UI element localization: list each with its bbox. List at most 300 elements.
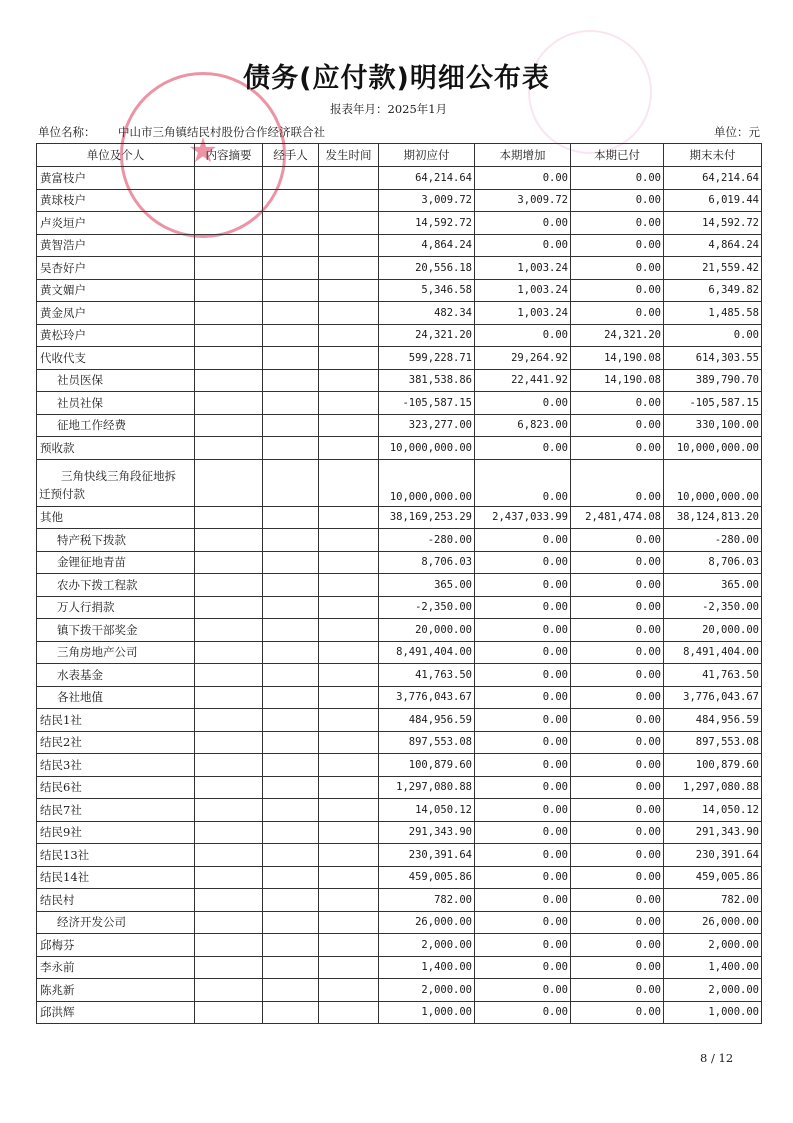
row-summary: [195, 414, 263, 437]
row-summary: [195, 189, 263, 212]
row-opening: 14,050.12: [379, 799, 475, 822]
table-row: [37, 302, 762, 325]
row-date: [319, 257, 379, 280]
row-paid: 2,481,474.08: [571, 506, 664, 529]
row-handler: [263, 596, 319, 619]
row-date: [319, 979, 379, 1002]
row-handler: [263, 506, 319, 529]
row-handler: [263, 776, 319, 799]
col-header-opening: 期初应付: [379, 144, 475, 167]
row-added: 0.00: [475, 529, 571, 552]
row-name: 李永前: [37, 956, 195, 979]
row-handler: [263, 437, 319, 460]
row-paid: 0.00: [571, 302, 664, 325]
row-opening: 482.34: [379, 302, 475, 325]
row-closing: 1,000.00: [664, 1001, 762, 1024]
row-summary: [195, 799, 263, 822]
row-summary: [195, 866, 263, 889]
row-date: [319, 911, 379, 934]
row-date: [319, 167, 379, 190]
report-period: 报表年月：2025年1月: [330, 102, 448, 116]
row-added: 0.00: [475, 709, 571, 732]
row-paid: 0.00: [571, 189, 664, 212]
row-date: [319, 234, 379, 257]
table-row: [37, 167, 762, 190]
row-name: 结民3社: [37, 754, 195, 777]
row-paid: 0.00: [571, 529, 664, 552]
row-paid: 24,321.20: [571, 324, 664, 347]
row-summary: [195, 934, 263, 957]
row-summary: [195, 302, 263, 325]
row-name: 结民7社: [37, 799, 195, 822]
row-added: 0.00: [475, 596, 571, 619]
row-added: 0.00: [475, 956, 571, 979]
row-name: 特产税下拨款: [37, 529, 195, 552]
row-handler: [263, 551, 319, 574]
row-closing: 10,000,000.00: [664, 437, 762, 460]
row-paid: 0.00: [571, 776, 664, 799]
row-added: 0.00: [475, 392, 571, 415]
table-row: [37, 731, 762, 754]
row-paid: 0.00: [571, 754, 664, 777]
row-opening: 10,000,000.00: [379, 437, 475, 460]
row-closing: 1,400.00: [664, 956, 762, 979]
row-added: 1,003.24: [475, 257, 571, 280]
table-row: [37, 551, 762, 574]
table-row: [37, 1001, 762, 1024]
row-date: [319, 369, 379, 392]
row-summary: [195, 754, 263, 777]
table-row: [37, 686, 762, 709]
row-closing: 365.00: [664, 574, 762, 597]
row-opening: 1,297,080.88: [379, 776, 475, 799]
row-paid: 0.00: [571, 641, 664, 664]
row-added: 0.00: [475, 551, 571, 574]
page-number: 8 / 12: [700, 1051, 734, 1065]
row-paid: 0.00: [571, 167, 664, 190]
row-opening: 459,005.86: [379, 866, 475, 889]
row-summary: [195, 979, 263, 1002]
row-name: 结民13社: [37, 844, 195, 867]
row-paid: 0.00: [571, 664, 664, 687]
row-date: [319, 799, 379, 822]
row-name: 结民6社: [37, 776, 195, 799]
row-name: 黄金凤户: [37, 302, 195, 325]
table-row-category: [37, 506, 762, 529]
row-date: [319, 529, 379, 552]
row-summary: [195, 347, 263, 370]
row-summary: [195, 686, 263, 709]
row-added: 0.00: [475, 799, 571, 822]
row-closing: 484,956.59: [664, 709, 762, 732]
row-closing: 8,491,404.00: [664, 641, 762, 664]
unit-name-value: 中山市三角镇结民村股份合作经济联合社: [118, 125, 325, 139]
currency-unit: 单位：元: [714, 125, 760, 139]
row-added: 0.00: [475, 979, 571, 1002]
row-name: 卢炎垣户: [37, 212, 195, 235]
row-opening: 20,000.00: [379, 619, 475, 642]
row-name: 结民9社: [37, 821, 195, 844]
row-handler: [263, 799, 319, 822]
row-summary: [195, 234, 263, 257]
row-closing: 782.00: [664, 889, 762, 912]
row-added: 2,437,033.99: [475, 506, 571, 529]
col-header-party: 单位及个人: [37, 144, 195, 167]
row-handler: [263, 324, 319, 347]
row-opening: 8,706.03: [379, 551, 475, 574]
row-handler: [263, 686, 319, 709]
row-date: [319, 324, 379, 347]
row-date: [319, 459, 379, 506]
row-date: [319, 551, 379, 574]
row-summary: [195, 731, 263, 754]
row-opening: 4,864.24: [379, 234, 475, 257]
row-handler: [263, 167, 319, 190]
row-opening: 230,391.64: [379, 844, 475, 867]
row-date: [319, 506, 379, 529]
row-summary: [195, 596, 263, 619]
row-opening: 14,592.72: [379, 212, 475, 235]
row-handler: [263, 212, 319, 235]
row-opening: 2,000.00: [379, 934, 475, 957]
row-summary: [195, 574, 263, 597]
row-summary: [195, 889, 263, 912]
table-row: [37, 619, 762, 642]
payables-table: [36, 143, 762, 1024]
row-summary: [195, 324, 263, 347]
row-opening: 782.00: [379, 889, 475, 912]
row-name-line1: 三角快线三角段征地拆: [61, 468, 176, 483]
row-date: [319, 866, 379, 889]
row-date: [319, 776, 379, 799]
row-paid: 0.00: [571, 437, 664, 460]
table-row: [37, 596, 762, 619]
row-added: 0.00: [475, 574, 571, 597]
row-name-line2: 迁预付款: [39, 486, 85, 501]
row-name: 代收代支: [37, 347, 195, 370]
row-handler: [263, 934, 319, 957]
row-date: [319, 414, 379, 437]
col-header-paid: 本期已付: [571, 144, 664, 167]
row-paid: 0.00: [571, 911, 664, 934]
row-paid: 0.00: [571, 279, 664, 302]
row-added: 29,264.92: [475, 347, 571, 370]
row-paid: 0.00: [571, 459, 664, 506]
row-date: [319, 709, 379, 732]
row-opening: 64,214.64: [379, 167, 475, 190]
row-name: 三角房地产公司: [37, 641, 195, 664]
row-date: [319, 392, 379, 415]
row-summary: [195, 369, 263, 392]
row-added: 0.00: [475, 459, 571, 506]
seal-star-icon: ★: [187, 131, 219, 171]
row-paid: 0.00: [571, 799, 664, 822]
row-date: [319, 934, 379, 957]
row-added: 1,003.24: [475, 302, 571, 325]
col-header-added: 本期增加: [475, 144, 571, 167]
row-summary: [195, 776, 263, 799]
row-summary: [195, 392, 263, 415]
row-added: 0.00: [475, 934, 571, 957]
row-handler: [263, 347, 319, 370]
row-summary: [195, 167, 263, 190]
row-added: 0.00: [475, 731, 571, 754]
row-added: 0.00: [475, 641, 571, 664]
row-handler: [263, 234, 319, 257]
row-added: 0.00: [475, 889, 571, 912]
row-opening: -2,350.00: [379, 596, 475, 619]
row-added: 0.00: [475, 776, 571, 799]
row-handler: [263, 911, 319, 934]
table-row: [37, 279, 762, 302]
row-closing: 20,000.00: [664, 619, 762, 642]
row-handler: [263, 709, 319, 732]
row-added: 0.00: [475, 619, 571, 642]
row-closing: 6,019.44: [664, 189, 762, 212]
row-opening: 100,879.60: [379, 754, 475, 777]
table-row: [37, 979, 762, 1002]
row-handler: [263, 889, 319, 912]
table-row: [37, 414, 762, 437]
row-name: 金锂征地青苗: [37, 551, 195, 574]
row-name: 吴杏好户: [37, 257, 195, 280]
row-closing: 38,124,813.20: [664, 506, 762, 529]
row-opening: 484,956.59: [379, 709, 475, 732]
row-summary: [195, 956, 263, 979]
table-row: [37, 844, 762, 867]
row-name: 其他: [37, 506, 195, 529]
table-row: [37, 799, 762, 822]
row-summary: [195, 529, 263, 552]
row-name: 农办下拨工程款: [37, 574, 195, 597]
row-closing: 10,000,000.00: [664, 459, 762, 506]
row-closing: 100,879.60: [664, 754, 762, 777]
row-date: [319, 574, 379, 597]
row-date: [319, 844, 379, 867]
row-paid: 0.00: [571, 234, 664, 257]
row-handler: [263, 731, 319, 754]
row-date: [319, 956, 379, 979]
row-date: [319, 619, 379, 642]
row-closing: 291,343.90: [664, 821, 762, 844]
row-name: 万人行捐款: [37, 596, 195, 619]
row-name: 社员医保: [37, 369, 195, 392]
row-added: 0.00: [475, 167, 571, 190]
row-summary: [195, 459, 263, 506]
row-handler: [263, 459, 319, 506]
row-name: 陈兆新: [37, 979, 195, 1002]
row-opening: 8,491,404.00: [379, 641, 475, 664]
row-name: 镇下拨干部奖金: [37, 619, 195, 642]
col-header-date: 发生时间: [319, 144, 379, 167]
row-date: [319, 889, 379, 912]
row-handler: [263, 641, 319, 664]
row-added: 0.00: [475, 1001, 571, 1024]
row-added: 0.00: [475, 437, 571, 460]
row-name: 邱梅芬: [37, 934, 195, 957]
row-handler: [263, 279, 319, 302]
row-date: [319, 754, 379, 777]
row-handler: [263, 754, 319, 777]
row-closing: 14,050.12: [664, 799, 762, 822]
row-handler: [263, 956, 319, 979]
row-date: [319, 641, 379, 664]
row-handler: [263, 821, 319, 844]
row-paid: 0.00: [571, 686, 664, 709]
row-added: 0.00: [475, 754, 571, 777]
row-handler: [263, 392, 319, 415]
row-paid: 0.00: [571, 551, 664, 574]
row-closing: 330,100.00: [664, 414, 762, 437]
row-closing: 389,790.70: [664, 369, 762, 392]
row-opening: 41,763.50: [379, 664, 475, 687]
row-closing: 2,000.00: [664, 979, 762, 1002]
row-summary: [195, 709, 263, 732]
table-row: [37, 529, 762, 552]
table-row: [37, 212, 762, 235]
row-closing: 1,297,080.88: [664, 776, 762, 799]
row-added: 0.00: [475, 212, 571, 235]
table-header-row: [37, 144, 762, 167]
row-date: [319, 437, 379, 460]
row-closing: 3,776,043.67: [664, 686, 762, 709]
row-opening: -280.00: [379, 529, 475, 552]
row-paid: 0.00: [571, 934, 664, 957]
row-opening: 381,538.86: [379, 369, 475, 392]
row-opening: 10,000,000.00: [379, 459, 475, 506]
row-added: 0.00: [475, 844, 571, 867]
page-title: 债务(应付款)明细公布表: [243, 63, 550, 94]
row-name: 社员社保: [37, 392, 195, 415]
row-handler: [263, 979, 319, 1002]
row-date: [319, 596, 379, 619]
row-opening: 897,553.08: [379, 731, 475, 754]
row-handler: [263, 664, 319, 687]
row-added: 0.00: [475, 866, 571, 889]
row-name: 黄松玲户: [37, 324, 195, 347]
row-closing: 26,000.00: [664, 911, 762, 934]
row-handler: [263, 189, 319, 212]
row-name: 水表基金: [37, 664, 195, 687]
row-handler: [263, 414, 319, 437]
row-opening: 2,000.00: [379, 979, 475, 1002]
table-row: [37, 956, 762, 979]
row-date: [319, 347, 379, 370]
row-summary: [195, 506, 263, 529]
row-summary: [195, 821, 263, 844]
row-opening: 24,321.20: [379, 324, 475, 347]
row-date: [319, 686, 379, 709]
row-paid: 0.00: [571, 392, 664, 415]
row-paid: 0.00: [571, 619, 664, 642]
row-opening: 365.00: [379, 574, 475, 597]
row-name: 结民村: [37, 889, 195, 912]
row-name: 黄球枝户: [37, 189, 195, 212]
row-handler: [263, 844, 319, 867]
row-paid: 0.00: [571, 212, 664, 235]
row-name: 征地工作经费: [37, 414, 195, 437]
table-row-category: [37, 347, 762, 370]
col-header-handler: 经手人: [263, 144, 319, 167]
table-row: [37, 574, 762, 597]
row-paid: 0.00: [571, 709, 664, 732]
row-opening: 20,556.18: [379, 257, 475, 280]
row-added: 0.00: [475, 686, 571, 709]
row-summary: [195, 641, 263, 664]
table-row: [37, 257, 762, 280]
row-closing: 897,553.08: [664, 731, 762, 754]
table-row: [37, 641, 762, 664]
row-summary: [195, 664, 263, 687]
row-opening: 1,000.00: [379, 1001, 475, 1024]
row-handler: [263, 302, 319, 325]
row-date: [319, 212, 379, 235]
row-opening: 323,277.00: [379, 414, 475, 437]
row-date: [319, 279, 379, 302]
row-paid: 0.00: [571, 844, 664, 867]
row-closing: 41,763.50: [664, 664, 762, 687]
table-row: [37, 234, 762, 257]
table-row: [37, 776, 762, 799]
row-added: 0.00: [475, 821, 571, 844]
row-date: [319, 821, 379, 844]
row-date: [319, 731, 379, 754]
row-added: 0.00: [475, 234, 571, 257]
table-row-category: [37, 437, 762, 460]
row-paid: 0.00: [571, 821, 664, 844]
col-header-closing: 期末未付: [664, 144, 762, 167]
row-closing: 6,349.82: [664, 279, 762, 302]
row-paid: 0.00: [571, 956, 664, 979]
row-paid: 14,190.08: [571, 369, 664, 392]
row-opening: 3,776,043.67: [379, 686, 475, 709]
table-row: [37, 866, 762, 889]
row-paid: 0.00: [571, 596, 664, 619]
table-row: [37, 664, 762, 687]
row-paid: 0.00: [571, 731, 664, 754]
row-added: 6,823.00: [475, 414, 571, 437]
row-closing: 459,005.86: [664, 866, 762, 889]
row-paid: 0.00: [571, 979, 664, 1002]
row-date: [319, 189, 379, 212]
table-row: [37, 324, 762, 347]
row-paid: 0.00: [571, 257, 664, 280]
row-paid: 0.00: [571, 1001, 664, 1024]
row-name: 预收款: [37, 437, 195, 460]
row-summary: [195, 844, 263, 867]
table-row: [37, 821, 762, 844]
row-paid: 0.00: [571, 889, 664, 912]
row-name: [37, 459, 195, 506]
row-added: 3,009.72: [475, 189, 571, 212]
row-handler: [263, 529, 319, 552]
row-opening: 26,000.00: [379, 911, 475, 934]
row-handler: [263, 619, 319, 642]
row-summary: [195, 619, 263, 642]
table-row: [37, 889, 762, 912]
row-added: 0.00: [475, 324, 571, 347]
row-paid: 14,190.08: [571, 347, 664, 370]
row-opening: 1,400.00: [379, 956, 475, 979]
row-paid: 0.00: [571, 574, 664, 597]
row-name: 黄富枝户: [37, 167, 195, 190]
row-paid: 0.00: [571, 414, 664, 437]
table-row: [37, 189, 762, 212]
row-name: 经济开发公司: [37, 911, 195, 934]
row-name: 结民14社: [37, 866, 195, 889]
row-summary: [195, 1001, 263, 1024]
row-summary: [195, 257, 263, 280]
